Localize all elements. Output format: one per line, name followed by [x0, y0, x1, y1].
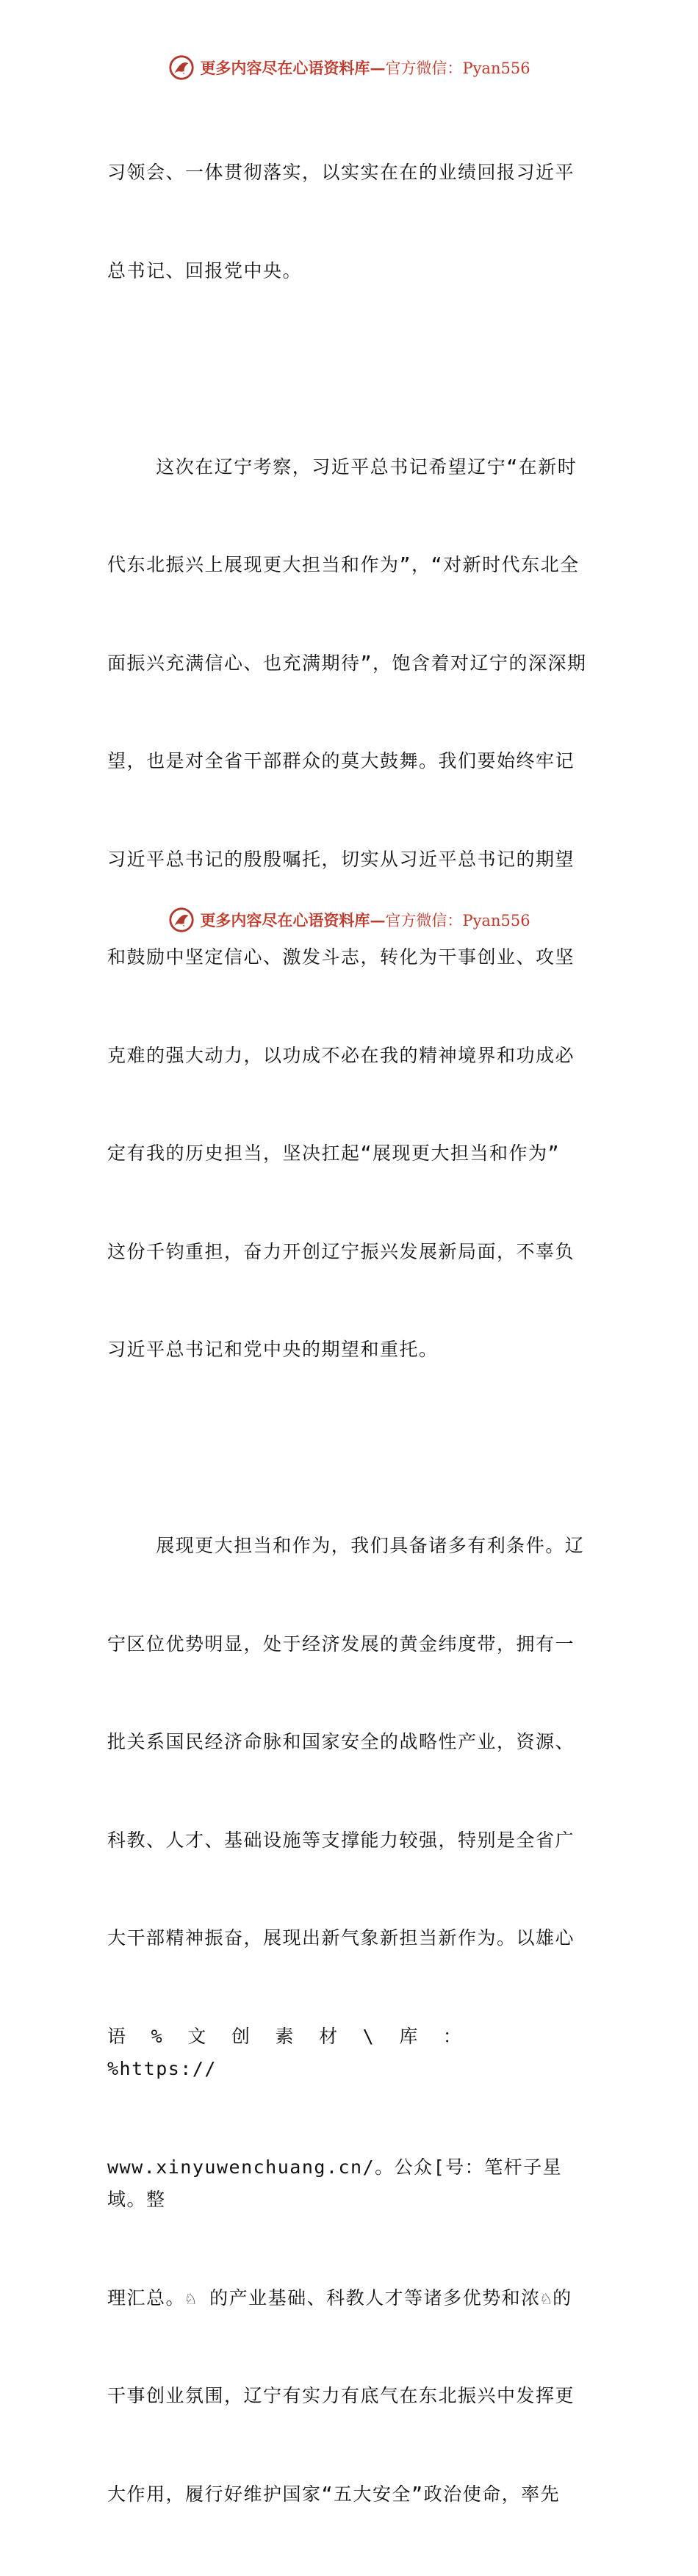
text-line: 总书记、回报党中央。	[107, 259, 303, 281]
paragraph-3	[107, 1464, 592, 2576]
banner-wechat-label: 官方微信：	[385, 60, 463, 77]
text-line: 语 % 文 创 素 材 \ 库 ： %https://	[107, 2025, 487, 2079]
text-line: 科教、人才、基础设施等支撑能力较强，特别是全省广	[107, 1829, 575, 1851]
text-line: 定有我的历史担当，坚决扛起“展现更大担当和作为”	[107, 1143, 561, 1164]
flame-swirl-logo-icon	[168, 906, 195, 934]
text-line: www.xinyuwenchuang.cn/。公众[号：笔杆子星域。整	[107, 2156, 563, 2210]
banner-title: 更多内容尽在心语资料库	[200, 911, 370, 929]
banner-wechat-id: Pyan556	[462, 912, 530, 929]
paragraph-gap	[107, 1432, 592, 1465]
banner-wechat-id: Pyan556	[462, 60, 530, 77]
banner-separator: —	[370, 59, 386, 77]
paragraph-1	[107, 91, 592, 353]
text-line: 代东北振兴上展现更大担当和作为”，“对新时代东北全	[107, 554, 580, 575]
text-line: 宁区位优势明显，处于经济发展的黄金纬度带，拥有一	[107, 1633, 575, 1655]
text-line: 和鼓励中坚定信心、激发斗志，转化为干事创业、攻坚	[107, 946, 575, 968]
text-line: 习近平总书记的殷殷嘱托，切实从习近平总书记的期望	[107, 848, 575, 870]
text-line: 这份千钧重担，奋力开创辽宁振兴发展新局面，不辜负	[107, 1240, 575, 1262]
header-banner	[0, 51, 698, 84]
footer-banner	[0, 904, 698, 936]
banner-text	[200, 909, 530, 931]
text-line: 这次在辽宁考察，习近平总书记希望辽宁“在新时	[107, 456, 578, 478]
text-line: 大作用，履行好维护国家“五大安全”政治使命，率先	[107, 2483, 561, 2505]
text-line: 面振兴充满信心、也充满期待”，饱含着对辽宁的深深期	[107, 652, 587, 674]
text-line: 理汇总。♘ 的产业基础、科教人才等诸多优势和浓♘的	[107, 2287, 572, 2309]
banner-wechat-label: 官方微信：	[385, 912, 463, 929]
paragraph-gap	[107, 353, 592, 386]
text-line: 大干部精神振奋，展现出新气象新担当新作为。以雄心	[107, 1927, 575, 1949]
text-line: 批关系国民经济命脉和国家安全的战略性产业，资源、	[107, 1731, 575, 1752]
text-line: 展现更大担当和作为，我们具备诸多有利条件。辽	[107, 1535, 585, 1556]
text-line: 习领会、一体贯彻落实，以实实在在的业绩回报习近平	[107, 162, 575, 183]
banner-separator: —	[370, 911, 386, 929]
text-line: 习近平总书记和党中央的期望和重托。	[107, 1339, 439, 1360]
flame-swirl-logo-icon	[168, 54, 195, 82]
text-line: 望，也是对全省干部群众的莫大鼓舞。我们要始终牢记	[107, 750, 575, 771]
text-line: 干事创业氛围，辽宁有实力有底气在东北振兴中发挥更	[107, 2385, 575, 2406]
banner-text	[200, 57, 530, 79]
text-line: 克难的强大动力，以功成不必在我的精神境界和功成必	[107, 1044, 575, 1066]
banner-title: 更多内容尽在心语资料库	[200, 59, 370, 77]
document-body	[107, 91, 592, 2576]
